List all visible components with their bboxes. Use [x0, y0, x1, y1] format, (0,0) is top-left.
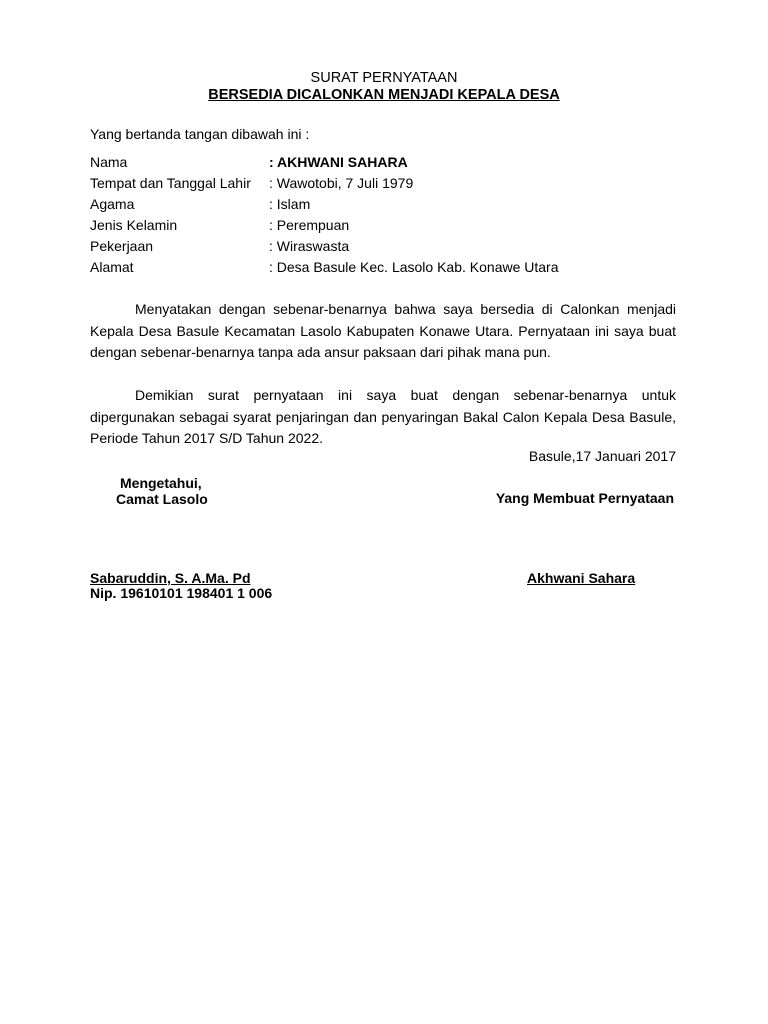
field-label: Tempat dan Tanggal Lahir	[90, 175, 251, 191]
intro-text: Yang bertanda tangan dibawah ini :	[90, 126, 310, 142]
field-value: : Perempuan	[269, 217, 350, 233]
identity-fields	[90, 152, 559, 278]
field-label: Agama	[90, 196, 135, 212]
document-subtitle: BERSEDIA DICALONKAN MENJADI KEPALA DESA	[208, 87, 560, 103]
field-value: : Islam	[269, 196, 311, 212]
acknowledged-label: Mengetahui,	[120, 475, 202, 491]
closing-text: Demikian surat pernyataan ini saya buat dengan sebenar-benarnya untuk dipergunakan sebagai syarat penjaringan dan penyaringan Bakal Calon Kepala Desa Basule, Periode Tahun 2017 S/D Tahun 2022.	[90, 387, 676, 447]
field-row-occupation	[90, 236, 559, 257]
official-position: Camat Lasolo	[116, 491, 208, 507]
field-value: : Desa Basule Kec. Lasolo Kab. Konawe Utara	[269, 259, 559, 275]
field-row-address	[90, 257, 559, 278]
left-signature-heading	[116, 475, 208, 507]
field-row-religion	[90, 194, 559, 215]
closing-paragraph	[90, 385, 676, 450]
statement-paragraph	[90, 299, 676, 364]
field-label: Nama	[90, 154, 128, 170]
official-name: Sabaruddin, S. A.Ma. Pd	[90, 570, 251, 586]
field-row-birth	[90, 173, 559, 194]
field-label: Pekerjaan	[90, 238, 154, 254]
field-value: : AKHWANI SAHARA	[269, 154, 408, 170]
field-value: : Wawotobi, 7 Juli 1979	[269, 175, 414, 191]
declarant-title: Yang Membuat Pernyataan	[495, 490, 674, 506]
place-date: Basule,17 Januari 2017	[528, 448, 676, 464]
field-row-nama	[90, 152, 559, 173]
statement-text: Menyatakan dengan sebenar-benarnya bahwa saya bersedia di Calonkan menjadi Kepala Desa Basule Kecamatan Lasolo Kabupaten Konawe Utara. Pernyataan ini saya buat dengan sebenar-benarnya tanpa ada ansur paksaan dari pihak mana pun.	[90, 301, 676, 361]
document-title: SURAT PERNYATAAN	[310, 70, 458, 86]
field-value: : Wiraswasta	[269, 238, 350, 254]
field-label: Alamat	[90, 259, 134, 275]
official-nip: Nip. 19610101 198401 1 006	[90, 585, 273, 601]
field-row-gender	[90, 215, 559, 236]
field-label: Jenis Kelamin	[90, 217, 178, 233]
declarant-name: Akhwani Sahara	[527, 570, 636, 586]
